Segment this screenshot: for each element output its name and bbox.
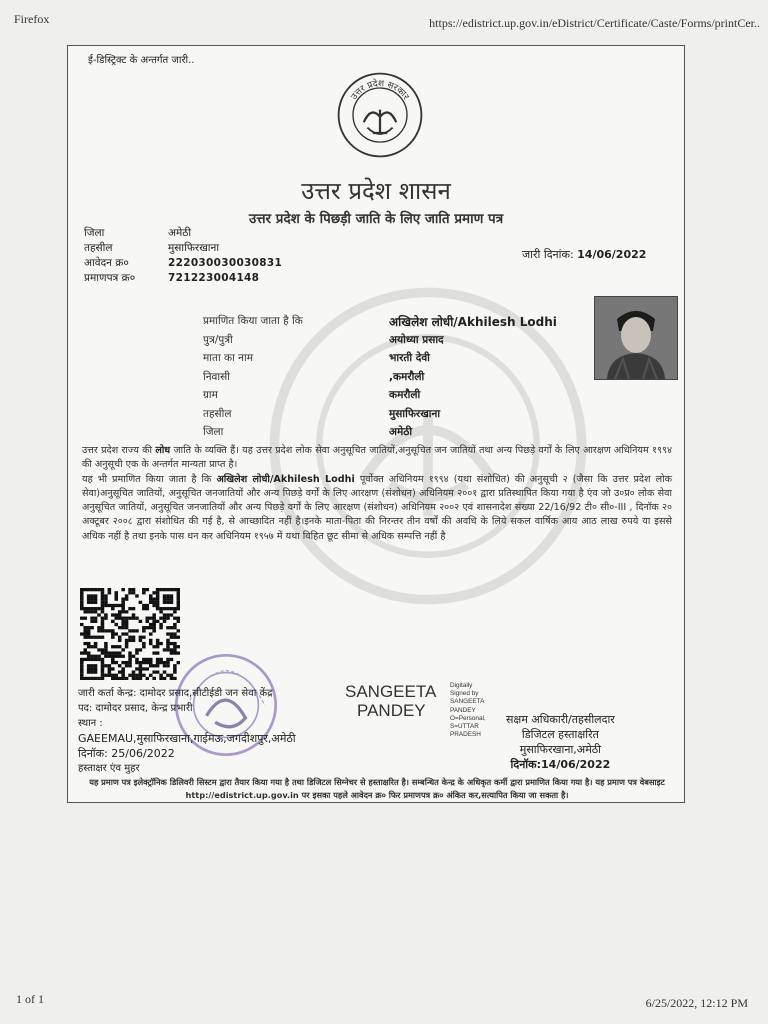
detail-value: भारती देवी <box>389 352 430 365</box>
meta-row-application-number <box>84 256 282 271</box>
meta-value: 721223004148 <box>168 272 260 284</box>
detail-label: ग्राम <box>203 389 218 402</box>
signer-name-line1: SANGEETA <box>345 682 437 701</box>
signature-detail-line: SANGEETA <box>450 698 485 706</box>
detail-row-village <box>203 386 557 405</box>
authority-digital-signed: डिजिटल हस्ताक्षरित <box>521 728 599 741</box>
page-counter: 1 of 1 <box>16 992 44 1006</box>
detail-value: कमरौली <box>389 389 421 402</box>
svg-text:उत्तर प्रदेश सरकार <box>350 77 411 102</box>
authority-location: मुसाफिरखाना,अमेठी <box>519 743 602 756</box>
qr-code-icon <box>80 588 180 680</box>
meta-row-certificate-number <box>84 271 282 286</box>
meta-label: आवेदन क्र० <box>84 257 129 269</box>
issuer-post: पद: दामोदर प्रसाद, केन्द्र प्रभारी <box>78 703 193 714</box>
detail-value: अमेठी <box>389 426 413 439</box>
meta-row-district <box>84 226 282 241</box>
detail-value: अखिलेश लोधी/Akhilesh Lodhi <box>389 314 557 329</box>
issuer-place-label: स्थान : <box>78 718 103 729</box>
government-title: उत्तर प्रदेश शासन <box>301 177 451 205</box>
body-para1-end: जाति के व्यक्ति हैं। यह उत्तर प्रदेश लोक सेवा अनुसूचित जातियों,अनुसूचित जन जातियों तथा अन्य पिछड़े वर्गों के लिए आरक्षण अधिनियम १९९४ की अनुसूची एक के अन्तर्गत मान्यता प्राप्त है। <box>82 445 672 471</box>
detail-row-resident <box>203 368 557 387</box>
issuer-center: जारी कर्ता केन्द्र: दामोदर प्रसाद,सीटीईडी जन सेवा केंद्र <box>78 688 273 699</box>
issue-date-value: 14/06/2022 <box>577 248 647 261</box>
meta-value: अमेठी <box>168 227 192 239</box>
issuer-sign-label: हस्ताक्षर एंव मुहर <box>78 763 140 774</box>
authority-designation: सक्षम अधिकारी/तहसीलदार <box>506 713 615 726</box>
detail-label: माता का नाम <box>203 352 253 365</box>
signature-detail-line: PANDEY <box>450 706 476 714</box>
detail-row-certified-name <box>203 312 557 331</box>
up-government-emblem-icon <box>335 70 425 160</box>
emblem-text: उत्तर प्रदेश सरकार <box>349 79 411 102</box>
applicant-details <box>203 312 557 442</box>
issued-under-text: ई-डिस्ट्रिक्ट के अन्तर्गत जारी.. <box>88 55 195 66</box>
detail-label: तहसील <box>203 407 232 420</box>
certificate-meta <box>84 226 282 286</box>
body-para2-start: यह भी प्रमाणित किया जाता है कि <box>82 473 212 485</box>
issue-date <box>522 247 646 262</box>
meta-label: तहसील <box>84 242 113 254</box>
browser-name: Firefox <box>14 12 50 26</box>
issuer-block <box>78 686 296 776</box>
meta-value: 222030030030831 <box>168 257 283 269</box>
page-url: https://edistrict.up.gov.in/eDistrict/Certificate/Caste/Forms/printCer.. <box>429 16 760 30</box>
detail-label: पुत्र/पुत्री <box>203 333 233 346</box>
body-applicant-name: अखिलेश लोधी/Akhilesh Lodhi <box>216 473 355 485</box>
meta-label: प्रमाणपत्र क्र० <box>84 272 136 284</box>
digital-signature <box>345 682 486 739</box>
detail-value: अयोध्या प्रसाद <box>389 333 444 346</box>
signature-detail-line: Digitally <box>450 682 473 689</box>
signature-detail-line: PRADESH <box>450 731 481 739</box>
certificate-title: उत्तर प्रदेश के पिछड़ी जाति के लिए जाति प्रमाण पत्र <box>248 211 504 227</box>
signer-name-line2: PANDEY <box>357 701 426 720</box>
meta-row-tehsil <box>84 241 282 256</box>
signature-details <box>450 682 486 739</box>
certificate-body <box>82 444 672 544</box>
signature-detail-line: Signed by <box>450 690 479 698</box>
detail-label: प्रमाणित किया जाता है कि <box>203 315 303 328</box>
meta-value: मुसाफिरखाना <box>168 242 220 254</box>
authority-date: दिनॉक:14/06/2022 <box>510 758 611 771</box>
meta-label: जिला <box>84 227 105 239</box>
detail-label: जिला <box>203 426 224 439</box>
issuer-date: दिनॉक: 25/06/2022 <box>78 747 175 760</box>
verification-note: यह प्रमाण पत्र इलेक्ट्रॉनिक डिलिवरी सिस्टम द्वारा तैयार किया गया है तथा डिजिटल सिग्नेचर से हस्ताक्षरित है। सम्बन्धित केन्द्र के अधिकृत कर्मी द्वारा प्रमाणित किया गया है। यह प्रमाण पत्र वेबसाइट http://edistrict.up.gov.in पर इसका पहले आवेदन क्र० फिर प्रमाणपत्र क्र० अंकित कर,सत्यापित किया जा सकता है। <box>89 777 665 800</box>
caste-certificate <box>67 45 685 803</box>
detail-label: निवासी <box>203 370 230 383</box>
body-para2-end: पूर्वोक्त अधिनियम १९९४ (यथा संशोधित) की अनुसूची २ (जैसा कि उत्तर प्रदेश लोक सेवा)अनुसूचित जातियों, अनुसूचित जनजातियों और अन्य पिछड़े वर्गों के लिए आरक्षण (संशोधन) अधिनियम २००१ द्वारा प्रतिस्थापित किया गया है एंव जो उ०प्र० लोक सेवा अनुसूचित जातियों, अनुसूचित जनजातियों और अन्य पिछड़े वर्गों के लिए आरक्षण (संशोधन) अधिनियम २००२ एवं शासनादेश संख्या 22/16/92 टी० सी०-III , दिनॉक २० अक्टूबर २००८ द्वारा संशोधित की गई है, से आच्छादित नहीं है।इनके माता-पिता की निरन्तर तीन वर्षों की अवधि के लिये सकल वार्षिक आय आठ लाख रुपये या इससे अधिक नहीं है तथा इनके पास धन कर अधिनियम १९५७ में यथा विहित छूट सीमा से अधिक सम्पत्ति नहीं है <box>82 473 672 542</box>
signature-detail-line: S=UTTAR <box>450 723 479 731</box>
signature-detail-line: O=Personal, <box>450 714 486 722</box>
issuer-address: GAEEMAU,मुसाफिरखाना,गाईमऊ,जगदीशपुर,अमेठी <box>78 732 296 745</box>
body-para1-start: उत्तर प्रदेश राज्य की <box>82 445 153 456</box>
person-photo-icon <box>595 297 677 379</box>
detail-row-tehsil <box>203 405 557 424</box>
detail-row-father <box>203 331 557 350</box>
detail-value: ,कमरौली <box>389 370 425 383</box>
detail-row-district <box>203 423 557 442</box>
detail-value: मुसाफिरखाना <box>389 407 441 420</box>
applicant-photo <box>594 296 678 380</box>
print-timestamp: 6/25/2022, 12:12 PM <box>645 996 748 1010</box>
caste-name: लोध <box>155 445 171 456</box>
detail-row-mother <box>203 349 557 368</box>
competent-authority <box>506 712 615 772</box>
issue-date-label: जारी दिनांक: <box>522 248 574 261</box>
